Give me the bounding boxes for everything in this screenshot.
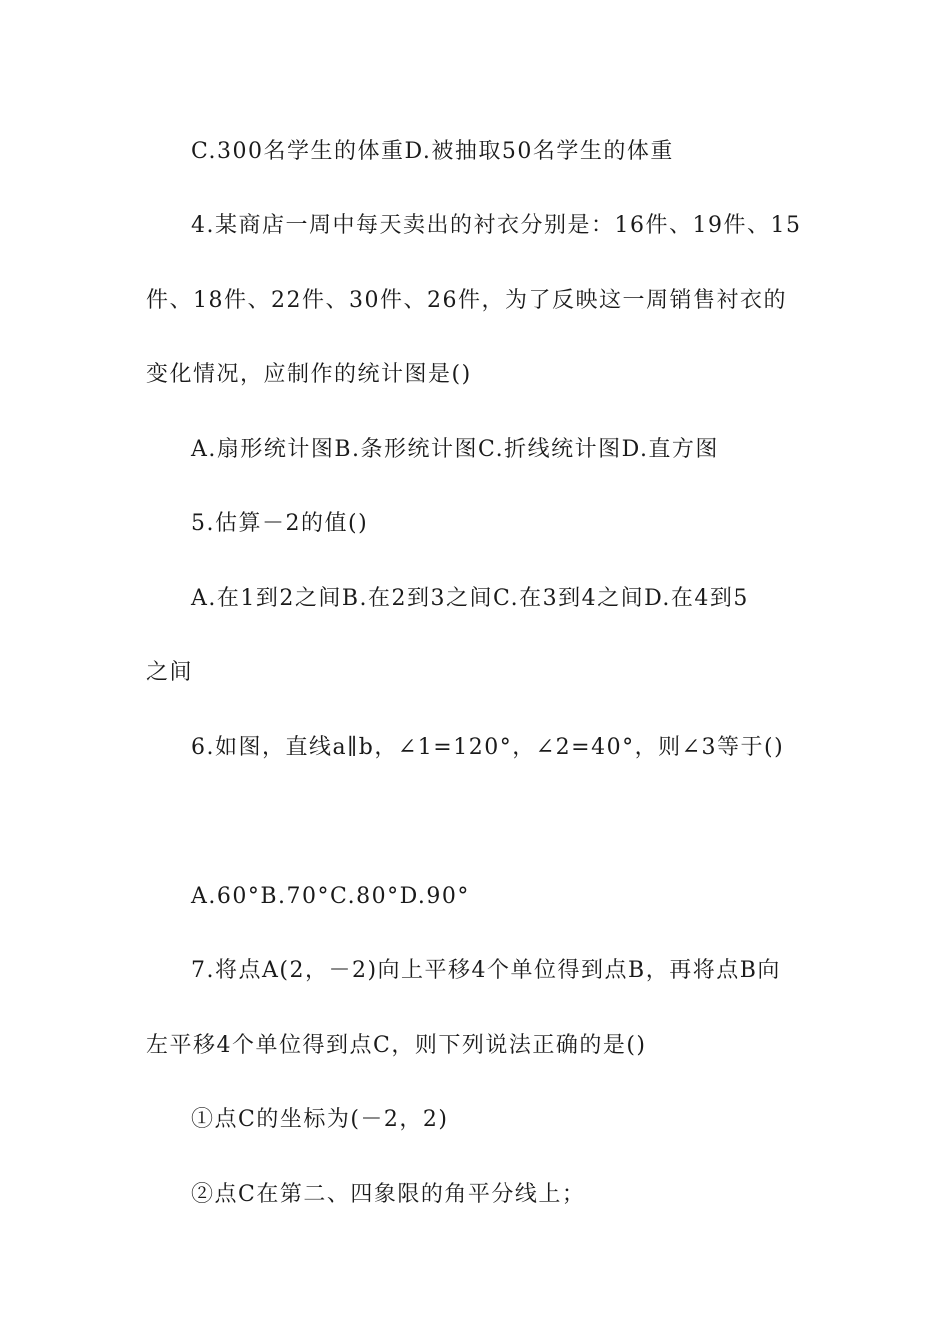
q7-stem-line-1: 7.将点A(2，－2)向上平移4个单位得到点B，再将点B向: [191, 958, 781, 983]
q6-stem: 6.如图，直线a∥b，∠1=120°，∠2=40°，则∠3等于(): [191, 735, 785, 760]
q3-options-cd: C.300名学生的体重D.被抽取50名学生的体重: [191, 139, 674, 164]
q5-stem: 5.估算－2的值(): [191, 511, 369, 536]
q7-statement-1: ①点C的坐标为(－2，2): [191, 1107, 449, 1132]
q6-options: A.60°B.70°C.80°D.90°: [191, 884, 470, 909]
q4-stem-line-1: 4.某商店一周中每天卖出的衬衣分别是：16件、19件、15: [191, 213, 802, 238]
q7-statement-2: ②点C在第二、四象限的角平分线上；: [191, 1182, 586, 1207]
q5-options-line-1: A.在1到2之间B.在2到3之间C.在3到4之间D.在4到5: [191, 586, 749, 611]
q4-stem-line-3: 变化情况，应制作的统计图是(): [146, 362, 472, 387]
q4-stem-line-2: 件、18件、22件、30件、26件，为了反映这一周销售衬衣的: [146, 288, 787, 313]
q5-options-line-2: 之间: [146, 660, 194, 685]
q4-options: A.扇形统计图B.条形统计图C.折线统计图D.直方图: [191, 437, 719, 462]
q7-stem-line-2: 左平移4个单位得到点C，则下列说法正确的是(): [146, 1033, 647, 1058]
